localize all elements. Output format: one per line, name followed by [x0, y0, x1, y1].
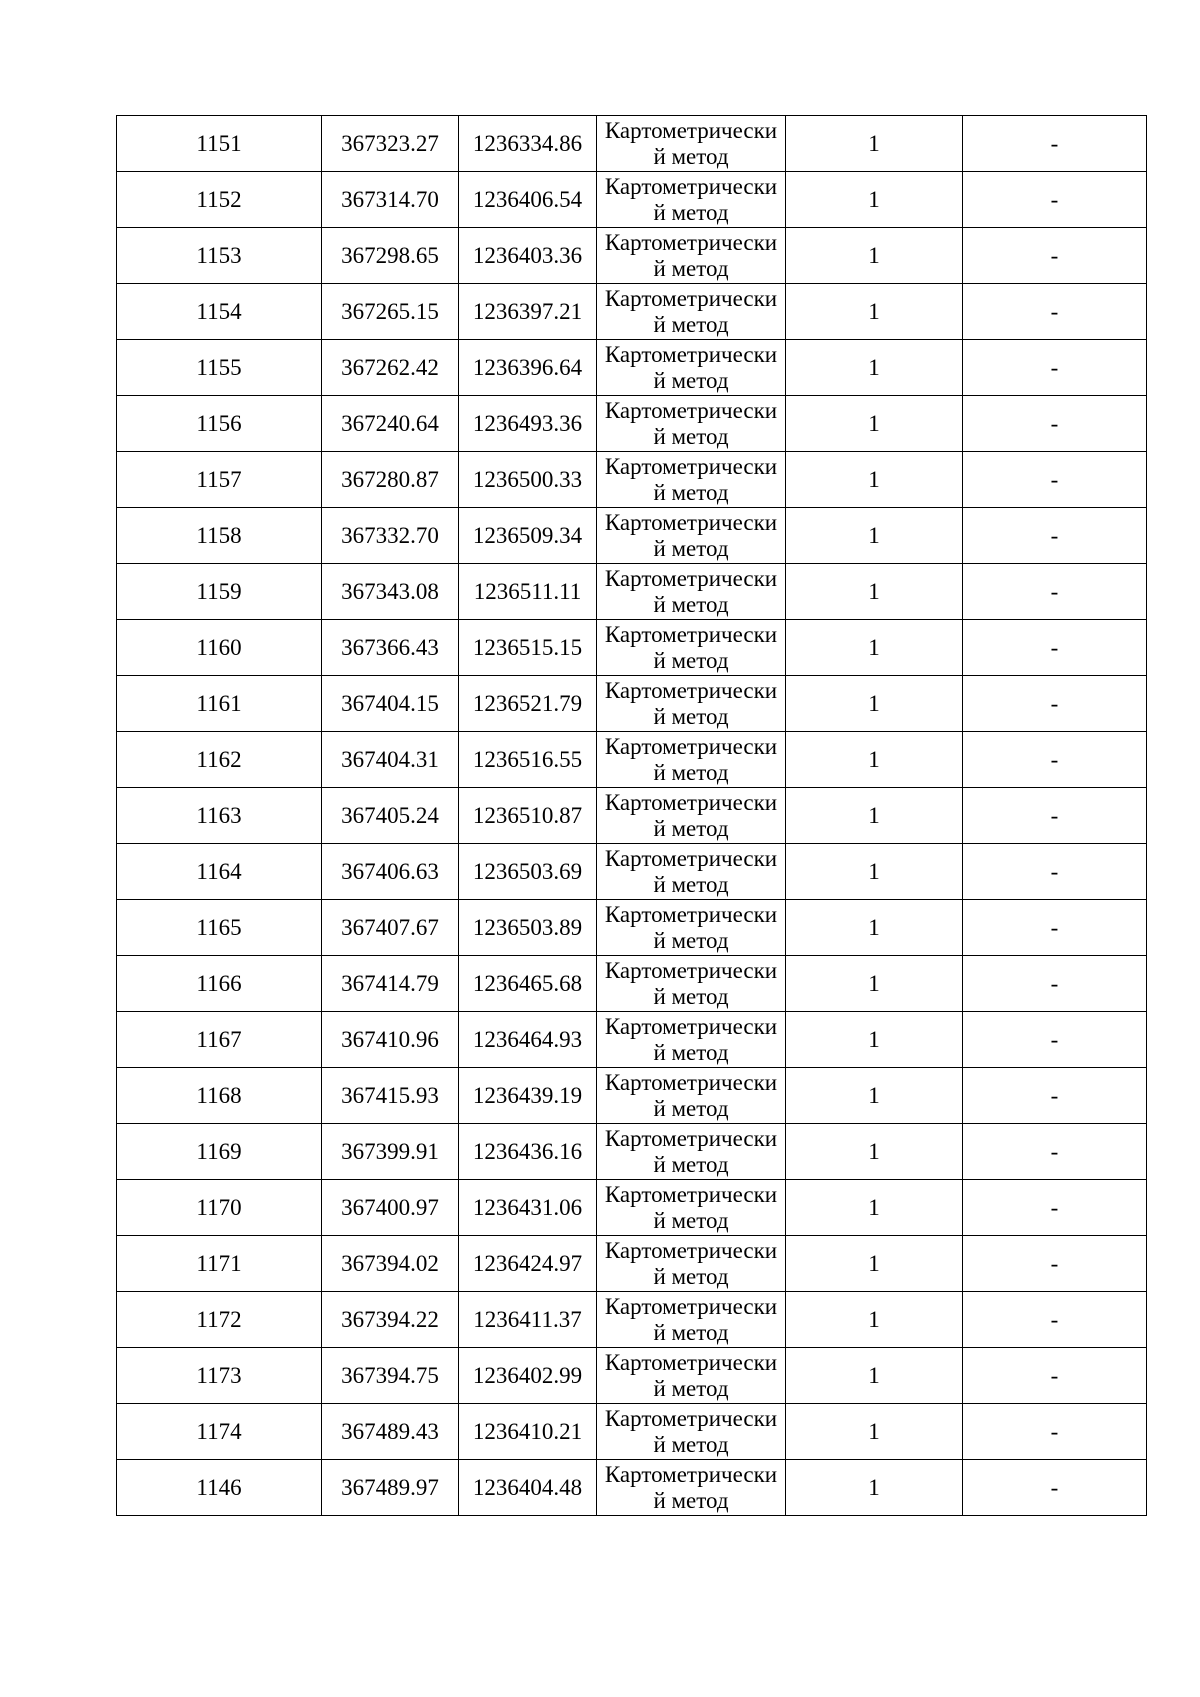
note-cell: - — [963, 508, 1147, 564]
method-cell — [597, 956, 786, 1012]
y-coordinate-cell: 1236515.15 — [459, 620, 597, 676]
x-coordinate-cell: 367280.87 — [322, 452, 459, 508]
x-coordinate-cell: 367394.02 — [322, 1236, 459, 1292]
accuracy-cell: 1 — [786, 1012, 963, 1068]
x-coordinate-cell: 367332.70 — [322, 508, 459, 564]
coordinates-table-body — [117, 116, 1147, 1516]
accuracy-cell: 1 — [786, 340, 963, 396]
y-coordinate-cell: 1236436.16 — [459, 1124, 597, 1180]
point-number-cell: 1171 — [117, 1236, 322, 1292]
accuracy-cell: 1 — [786, 396, 963, 452]
x-coordinate-cell: 367366.43 — [322, 620, 459, 676]
point-number-cell: 1163 — [117, 788, 322, 844]
y-coordinate-cell: 1236503.89 — [459, 900, 597, 956]
method-text: Картометрический метод — [604, 789, 778, 841]
table-row — [117, 956, 1147, 1012]
point-number-cell: 1146 — [117, 1460, 322, 1516]
x-coordinate-cell: 367399.91 — [322, 1124, 459, 1180]
accuracy-cell: 1 — [786, 1292, 963, 1348]
point-number-cell: 1166 — [117, 956, 322, 1012]
x-coordinate-cell: 367414.79 — [322, 956, 459, 1012]
x-coordinate-cell: 367404.15 — [322, 676, 459, 732]
y-coordinate-cell: 1236521.79 — [459, 676, 597, 732]
x-coordinate-cell: 367400.97 — [322, 1180, 459, 1236]
x-coordinate-cell: 367314.70 — [322, 172, 459, 228]
point-number-cell: 1158 — [117, 508, 322, 564]
point-number-cell: 1173 — [117, 1348, 322, 1404]
point-number-cell: 1164 — [117, 844, 322, 900]
x-coordinate-cell: 367343.08 — [322, 564, 459, 620]
y-coordinate-cell: 1236410.21 — [459, 1404, 597, 1460]
table-row — [117, 564, 1147, 620]
method-text: Картометрический метод — [604, 957, 778, 1009]
method-cell — [597, 732, 786, 788]
x-coordinate-cell: 367405.24 — [322, 788, 459, 844]
y-coordinate-cell: 1236510.87 — [459, 788, 597, 844]
y-coordinate-cell: 1236402.99 — [459, 1348, 597, 1404]
accuracy-cell: 1 — [786, 1180, 963, 1236]
x-coordinate-cell: 367240.64 — [322, 396, 459, 452]
point-number-cell: 1151 — [117, 116, 322, 172]
method-cell — [597, 340, 786, 396]
y-coordinate-cell: 1236424.97 — [459, 1236, 597, 1292]
table-row — [117, 788, 1147, 844]
accuracy-cell: 1 — [786, 1348, 963, 1404]
method-text: Картометрический метод — [604, 285, 778, 337]
method-text: Картометрический метод — [604, 1125, 778, 1177]
method-cell — [597, 1124, 786, 1180]
accuracy-cell: 1 — [786, 116, 963, 172]
table-row — [117, 228, 1147, 284]
method-cell — [597, 620, 786, 676]
method-text: Картометрический метод — [604, 453, 778, 505]
x-coordinate-cell: 367407.67 — [322, 900, 459, 956]
accuracy-cell: 1 — [786, 732, 963, 788]
y-coordinate-cell: 1236404.48 — [459, 1460, 597, 1516]
method-cell — [597, 844, 786, 900]
table-row — [117, 1292, 1147, 1348]
y-coordinate-cell: 1236431.06 — [459, 1180, 597, 1236]
note-cell: - — [963, 228, 1147, 284]
x-coordinate-cell: 367404.31 — [322, 732, 459, 788]
x-coordinate-cell: 367298.65 — [322, 228, 459, 284]
table-row — [117, 732, 1147, 788]
y-coordinate-cell: 1236397.21 — [459, 284, 597, 340]
note-cell: - — [963, 956, 1147, 1012]
method-cell — [597, 1012, 786, 1068]
y-coordinate-cell: 1236500.33 — [459, 452, 597, 508]
table-row — [117, 340, 1147, 396]
method-cell — [597, 228, 786, 284]
x-coordinate-cell: 367415.93 — [322, 1068, 459, 1124]
accuracy-cell: 1 — [786, 844, 963, 900]
table-row — [117, 844, 1147, 900]
note-cell: - — [963, 1124, 1147, 1180]
note-cell: - — [963, 1012, 1147, 1068]
note-cell: - — [963, 1348, 1147, 1404]
coordinates-table — [116, 115, 1147, 1516]
table-row — [117, 452, 1147, 508]
table-row — [117, 1236, 1147, 1292]
method-cell — [597, 900, 786, 956]
note-cell: - — [963, 116, 1147, 172]
point-number-cell: 1157 — [117, 452, 322, 508]
accuracy-cell: 1 — [786, 1404, 963, 1460]
point-number-cell: 1159 — [117, 564, 322, 620]
accuracy-cell: 1 — [786, 508, 963, 564]
accuracy-cell: 1 — [786, 172, 963, 228]
method-text: Картометрический метод — [604, 1013, 778, 1065]
method-text: Картометрический метод — [604, 677, 778, 729]
point-number-cell: 1162 — [117, 732, 322, 788]
note-cell: - — [963, 1460, 1147, 1516]
x-coordinate-cell: 367489.43 — [322, 1404, 459, 1460]
method-text: Картометрический метод — [604, 1069, 778, 1121]
method-text: Картометрический метод — [604, 509, 778, 561]
table-row — [117, 508, 1147, 564]
point-number-cell: 1153 — [117, 228, 322, 284]
method-cell — [597, 788, 786, 844]
accuracy-cell: 1 — [786, 788, 963, 844]
method-text: Картометрический метод — [604, 1405, 778, 1457]
accuracy-cell: 1 — [786, 1460, 963, 1516]
table-row — [117, 1460, 1147, 1516]
method-text: Картометрический метод — [604, 733, 778, 785]
accuracy-cell: 1 — [786, 1236, 963, 1292]
point-number-cell: 1169 — [117, 1124, 322, 1180]
method-cell — [597, 676, 786, 732]
point-number-cell: 1156 — [117, 396, 322, 452]
accuracy-cell: 1 — [786, 956, 963, 1012]
table-row — [117, 116, 1147, 172]
method-cell — [597, 1292, 786, 1348]
method-text: Картометрический метод — [604, 341, 778, 393]
accuracy-cell: 1 — [786, 284, 963, 340]
y-coordinate-cell: 1236396.64 — [459, 340, 597, 396]
accuracy-cell: 1 — [786, 676, 963, 732]
method-text: Картометрический метод — [604, 229, 778, 281]
point-number-cell: 1160 — [117, 620, 322, 676]
table-row — [117, 676, 1147, 732]
note-cell: - — [963, 396, 1147, 452]
y-coordinate-cell: 1236509.34 — [459, 508, 597, 564]
x-coordinate-cell: 367323.27 — [322, 116, 459, 172]
y-coordinate-cell: 1236503.69 — [459, 844, 597, 900]
method-text: Картометрический метод — [604, 565, 778, 617]
note-cell: - — [963, 1180, 1147, 1236]
point-number-cell: 1168 — [117, 1068, 322, 1124]
y-coordinate-cell: 1236334.86 — [459, 116, 597, 172]
method-text: Картометрический метод — [604, 1461, 778, 1513]
point-number-cell: 1172 — [117, 1292, 322, 1348]
table-row — [117, 620, 1147, 676]
method-text: Картометрический метод — [604, 901, 778, 953]
x-coordinate-cell: 367410.96 — [322, 1012, 459, 1068]
x-coordinate-cell: 367394.22 — [322, 1292, 459, 1348]
note-cell: - — [963, 676, 1147, 732]
method-text: Картометрический метод — [604, 621, 778, 673]
table-row — [117, 1012, 1147, 1068]
method-text: Картометрический метод — [604, 1181, 778, 1233]
method-cell — [597, 1068, 786, 1124]
y-coordinate-cell: 1236516.55 — [459, 732, 597, 788]
accuracy-cell: 1 — [786, 452, 963, 508]
y-coordinate-cell: 1236406.54 — [459, 172, 597, 228]
table-row — [117, 1068, 1147, 1124]
method-cell — [597, 396, 786, 452]
method-cell — [597, 508, 786, 564]
note-cell: - — [963, 564, 1147, 620]
table-row — [117, 284, 1147, 340]
note-cell: - — [963, 1404, 1147, 1460]
method-cell — [597, 172, 786, 228]
method-cell — [597, 1180, 786, 1236]
x-coordinate-cell: 367265.15 — [322, 284, 459, 340]
method-text: Картометрический метод — [604, 173, 778, 225]
note-cell: - — [963, 340, 1147, 396]
point-number-cell: 1174 — [117, 1404, 322, 1460]
method-text: Картометрический метод — [604, 397, 778, 449]
y-coordinate-cell: 1236493.36 — [459, 396, 597, 452]
method-cell — [597, 116, 786, 172]
note-cell: - — [963, 732, 1147, 788]
table-row — [117, 172, 1147, 228]
point-number-cell: 1161 — [117, 676, 322, 732]
method-cell — [597, 564, 786, 620]
point-number-cell: 1170 — [117, 1180, 322, 1236]
note-cell: - — [963, 1236, 1147, 1292]
x-coordinate-cell: 367489.97 — [322, 1460, 459, 1516]
method-cell — [597, 1236, 786, 1292]
point-number-cell: 1152 — [117, 172, 322, 228]
accuracy-cell: 1 — [786, 900, 963, 956]
method-text: Картометрический метод — [604, 1349, 778, 1401]
accuracy-cell: 1 — [786, 1124, 963, 1180]
table-row — [117, 900, 1147, 956]
table-row — [117, 1404, 1147, 1460]
x-coordinate-cell: 367406.63 — [322, 844, 459, 900]
note-cell: - — [963, 1292, 1147, 1348]
table-row — [117, 396, 1147, 452]
method-cell — [597, 1404, 786, 1460]
method-text: Картометрический метод — [604, 117, 778, 169]
x-coordinate-cell: 367262.42 — [322, 340, 459, 396]
note-cell: - — [963, 620, 1147, 676]
method-text: Картометрический метод — [604, 1237, 778, 1289]
method-cell — [597, 1460, 786, 1516]
note-cell: - — [963, 1068, 1147, 1124]
accuracy-cell: 1 — [786, 1068, 963, 1124]
table-row — [117, 1348, 1147, 1404]
method-text: Картометрический метод — [604, 845, 778, 897]
note-cell: - — [963, 284, 1147, 340]
y-coordinate-cell: 1236411.37 — [459, 1292, 597, 1348]
table-row — [117, 1180, 1147, 1236]
point-number-cell: 1154 — [117, 284, 322, 340]
table-row — [117, 1124, 1147, 1180]
y-coordinate-cell: 1236464.93 — [459, 1012, 597, 1068]
x-coordinate-cell: 367394.75 — [322, 1348, 459, 1404]
note-cell: - — [963, 452, 1147, 508]
note-cell: - — [963, 900, 1147, 956]
method-cell — [597, 284, 786, 340]
accuracy-cell: 1 — [786, 620, 963, 676]
accuracy-cell: 1 — [786, 228, 963, 284]
note-cell: - — [963, 788, 1147, 844]
y-coordinate-cell: 1236511.11 — [459, 564, 597, 620]
method-text: Картометрический метод — [604, 1293, 778, 1345]
y-coordinate-cell: 1236465.68 — [459, 956, 597, 1012]
y-coordinate-cell: 1236439.19 — [459, 1068, 597, 1124]
y-coordinate-cell: 1236403.36 — [459, 228, 597, 284]
note-cell: - — [963, 844, 1147, 900]
point-number-cell: 1165 — [117, 900, 322, 956]
note-cell: - — [963, 172, 1147, 228]
point-number-cell: 1167 — [117, 1012, 322, 1068]
point-number-cell: 1155 — [117, 340, 322, 396]
accuracy-cell: 1 — [786, 564, 963, 620]
method-cell — [597, 1348, 786, 1404]
method-cell — [597, 452, 786, 508]
